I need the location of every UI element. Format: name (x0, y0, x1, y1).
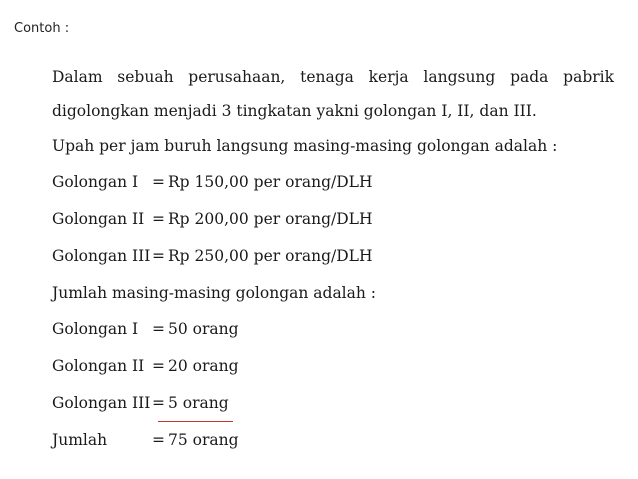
intro-paragraph: Dalam sebuah perusahaan, tenaga kerja langsung pada pabrik digolongkan menjadi 3 tingkatan yakni golongan I, II, dan III. (52, 68, 614, 120)
total-row (52, 422, 614, 459)
wage-label: Golongan I (52, 173, 139, 191)
wage-value: Rp 250,00 per orang/DLH (168, 247, 373, 265)
wage-label: Golongan II (52, 210, 145, 228)
wage-label: Golongan III (52, 247, 151, 265)
wage-row-golongan-2 (52, 201, 614, 238)
document-body (52, 60, 614, 459)
total-label: Jumlah (52, 431, 108, 449)
wage-row-golongan-1 (52, 164, 614, 201)
count-value: 5 orang (168, 394, 229, 412)
wage-row-golongan-3 (52, 238, 614, 275)
count-intro: Jumlah masing-masing golongan adalah : (52, 284, 377, 302)
count-value: 20 orang (168, 357, 239, 375)
equals-sign: = (152, 173, 165, 191)
equals-sign: = (152, 394, 165, 412)
equals-sign: = (152, 431, 165, 449)
total-value: 75 orang (168, 431, 239, 449)
sum-underline (158, 421, 233, 422)
wage-intro: Upah per jam buruh langsung masing-masing golongan adalah : (52, 137, 558, 155)
count-row-golongan-2 (52, 348, 614, 385)
count-row-golongan-3 (52, 385, 614, 422)
equals-sign: = (152, 357, 165, 375)
equals-sign: = (152, 210, 165, 228)
count-row-golongan-1 (52, 311, 614, 348)
equals-sign: = (152, 247, 165, 265)
count-label: Golongan II (52, 357, 145, 375)
count-label: Golongan I (52, 320, 139, 338)
count-label: Golongan III (52, 394, 151, 412)
wage-value: Rp 150,00 per orang/DLH (168, 173, 373, 191)
count-value: 50 orang (168, 320, 239, 338)
equals-sign: = (152, 320, 165, 338)
wage-value: Rp 200,00 per orang/DLH (168, 210, 373, 228)
example-heading: Contoh : (14, 21, 70, 36)
